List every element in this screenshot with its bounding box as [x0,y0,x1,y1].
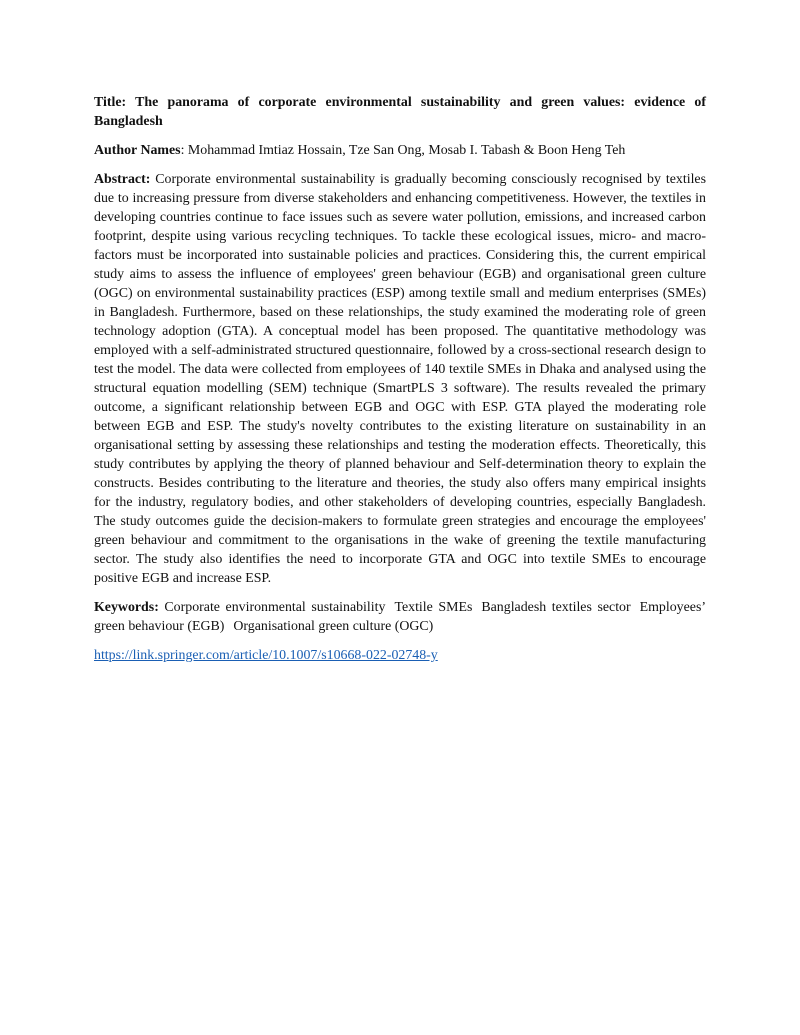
abstract-text: Corporate environmental sustainability is gradually becoming consciously recognised by textiles due to increasing pressure from diverse stakeholders and enhancing competitiveness. However, the textiles in developing countries continue to face issues such as severe water pollution, emissions, and increased carbon footprint, despite using various recycling techniques. To tackle these ecological issues, micro- and macro-factors must be incorporated into sustainable policies and practices. Considering this, the current empirical study aims to assess the influence of employees' green behaviour (EGB) and organisational green culture (OGC) on environmental sustainability practices (ESP) among textile small and medium enterprises (SMEs) in Bangladesh. Furthermore, based on these relationships, the study examined the moderating role of green technology adoption (GTA). A conceptual model has been proposed. The quantitative methodology was employed with a self-administrated structured questionnaire, followed by a cross-sectional research design to test the model. The data were collected from employees of 140 textile SMEs in Dhaka and analysed using the structural equation modelling (SEM) technique (SmartPLS 3 software). The results revealed the primary outcome, a significant relationship between EGB and OGC with ESP. GTA played the moderating role between EGB and ESP. The study's novelty contributes to the existing literature on sustainability in an organisational setting by assessing these relationships and testing the moderation effects. Theoretically, this study contributes by applying the theory of planned behaviour and Self-determination theory to explain the constructs. Besides contributing to the literature and theories, the study also offers many empirical insights for the industry, regulatory bodies, and other stakeholders of developing countries, especially Bangladesh. The study outcomes guide the decision-makers to formulate green strategies and encourage the employees' green behaviour and commitment to the organisations in the wake of greening the textile manufacturing sector. The study also identifies the need to incorporate GTA and OGC into textile SMEs to encourage positive EGB and increase ESP. [94,172,706,586]
abstract-paragraph [94,170,706,588]
document-page [94,93,706,675]
keywords-label: Keywords: [94,600,159,615]
author-names: : Mohammad Imtiaz Hossain, Tze San Ong, Mosab I. Tabash & Boon Heng Teh [180,143,626,158]
keyword-item: Employees’ green behaviour (EGB) [94,600,706,634]
keywords-paragraph [94,598,706,636]
authors-label: Author Names [94,143,181,158]
paper-title: The panorama of corporate environmental sustainability and green values: evidence of Bangladesh [94,95,706,129]
link-paragraph [94,646,706,665]
authors-paragraph [94,141,706,160]
title-label: Title: [94,95,127,110]
keyword-item: Textile SMEs [394,600,473,615]
keyword-item: Corporate environmental sustainability [164,600,386,615]
abstract-label: Abstract: [94,172,151,187]
article-link[interactable]: https://link.springer.com/article/10.1007/s10668-022-02748-y [94,648,438,663]
title-paragraph [94,93,706,131]
keyword-item: Bangladesh textiles sector [481,600,631,615]
keyword-item: Organisational green culture (OGC) [233,619,434,634]
